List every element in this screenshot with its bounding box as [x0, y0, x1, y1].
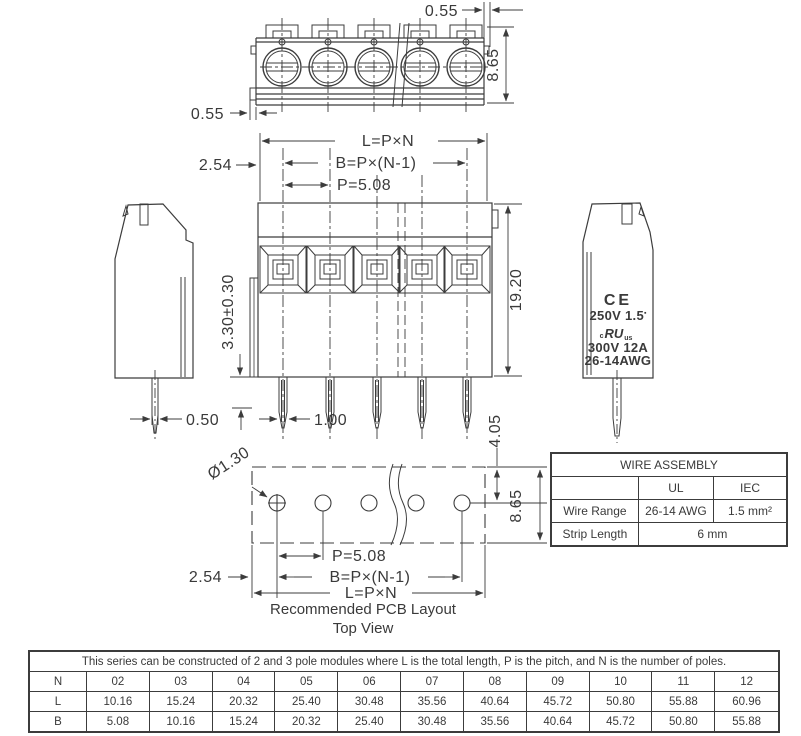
between-value-cell: 15.24 — [212, 712, 275, 733]
between-value-cell: 20.32 — [275, 712, 338, 733]
dim-pin-thickness: 0.50 — [186, 412, 220, 429]
dim-edge-offset: 2.54 — [198, 157, 232, 174]
dim-clamp-height: 3.30±0.30 — [220, 274, 237, 350]
pole-count-cell: 06 — [338, 672, 401, 692]
voltage-rating-marking: 250V 1.5▪ — [589, 308, 647, 323]
length-value-cell: 20.32 — [212, 692, 275, 712]
col-header-ul: UL — [638, 477, 713, 500]
dim-total-length: L=P×N — [361, 133, 415, 150]
length-value-cell: 25.40 — [275, 692, 338, 712]
pcb-caption-line2: Top View — [332, 620, 394, 637]
right-side-view-drawing — [583, 203, 653, 443]
table-row — [29, 692, 779, 712]
dim-pcb-pitch: P=5.08 — [332, 548, 387, 565]
dim-hole-diameter: Ø1.30 — [204, 443, 253, 484]
table-row — [551, 500, 787, 523]
dim-pcb-total: L=P×N — [344, 585, 398, 602]
wire-range-label: Wire Range — [551, 500, 638, 523]
empty-cell — [551, 477, 638, 500]
pole-count-cell: 09 — [526, 672, 589, 692]
dim-pcb-edge: 2.54 — [188, 569, 222, 586]
between-value-cell: 45.72 — [589, 712, 652, 733]
dim-pitch: P=5.08 — [337, 177, 392, 194]
length-value-cell: 35.56 — [401, 692, 464, 712]
dim-top-step: 0.55 — [190, 106, 224, 123]
length-value-cell: 15.24 — [149, 692, 212, 712]
pole-count-cell: 11 — [652, 672, 715, 692]
length-value-cell: 30.48 — [338, 692, 401, 712]
pole-count-cell: 03 — [149, 672, 212, 692]
pole-count-cell: 12 — [715, 672, 779, 692]
length-value-cell: 45.72 — [526, 692, 589, 712]
between-value-cell: 30.48 — [401, 712, 464, 733]
table-row — [29, 651, 779, 672]
length-value-cell: 40.64 — [463, 692, 526, 712]
pole-count-cell: 02 — [87, 672, 150, 692]
pole-count-cell: 04 — [212, 672, 275, 692]
col-header-iec: IEC — [714, 477, 787, 500]
row-label-l: L — [29, 692, 87, 712]
ul-recognized-mark: cRUus — [599, 326, 633, 342]
wire-range-ul-value: 26-14 AWG — [638, 500, 713, 523]
dim-body-height: 19.20 — [508, 268, 525, 312]
length-value-cell: 10.16 — [87, 692, 150, 712]
table-row — [551, 477, 787, 500]
strip-length-label: Strip Length — [551, 523, 638, 547]
between-value-cell: 40.64 — [526, 712, 589, 733]
wire-gauge-marking: 26-14AWG — [584, 353, 652, 368]
table-row — [29, 712, 779, 733]
top-view-drawing — [230, 2, 523, 120]
wire-assembly-table — [550, 452, 788, 547]
dim-top-depth: 8.65 — [485, 48, 502, 82]
pole-count-cell: 08 — [463, 672, 526, 692]
between-value-cell: 50.80 — [652, 712, 715, 733]
pole-count-cell: 05 — [275, 672, 338, 692]
dim-pcb-depth: 8.65 — [508, 489, 525, 523]
pole-count-cell: 10 — [589, 672, 652, 692]
between-value-cell: 35.56 — [463, 712, 526, 733]
pole-count-cell: 07 — [401, 672, 464, 692]
series-note: This series can be constructed of 2 and 3 pole modules where L is the total length, P is the pitch, and N is the number of poles. — [29, 651, 779, 672]
between-value-cell: 5.08 — [87, 712, 150, 733]
dim-between-poles: B=P×(N-1) — [335, 155, 417, 172]
between-value-cell: 55.88 — [715, 712, 779, 733]
between-value-cell: 10.16 — [149, 712, 212, 733]
between-value-cell: 25.40 — [338, 712, 401, 733]
length-value-cell: 50.80 — [589, 692, 652, 712]
wire-range-iec-value: 1.5 mm² — [714, 500, 787, 523]
row-label-n: N — [29, 672, 87, 692]
row-label-b: B — [29, 712, 87, 733]
current-rating-marking: 300V 12A — [587, 340, 649, 355]
table-row — [551, 523, 787, 547]
wire-assembly-title: WIRE ASSEMBLY — [551, 453, 787, 477]
left-side-view-drawing — [115, 204, 193, 440]
dim-pcb-row-offset: 4.05 — [487, 414, 504, 448]
dim-top-tab-offset: 0.55 — [424, 3, 458, 20]
length-value-cell: 60.96 — [715, 692, 779, 712]
ce-mark: CE — [603, 292, 633, 309]
strip-length-value: 6 mm — [638, 523, 787, 547]
length-value-cell: 55.88 — [652, 692, 715, 712]
table-row — [29, 672, 779, 692]
pole-dimension-table — [28, 650, 780, 733]
dim-pin-square: 1.00 — [314, 412, 348, 429]
table-row — [551, 453, 787, 477]
dim-pcb-between: B=P×(N-1) — [329, 569, 411, 586]
pcb-caption-line1: Recommended PCB Layout — [270, 601, 456, 618]
